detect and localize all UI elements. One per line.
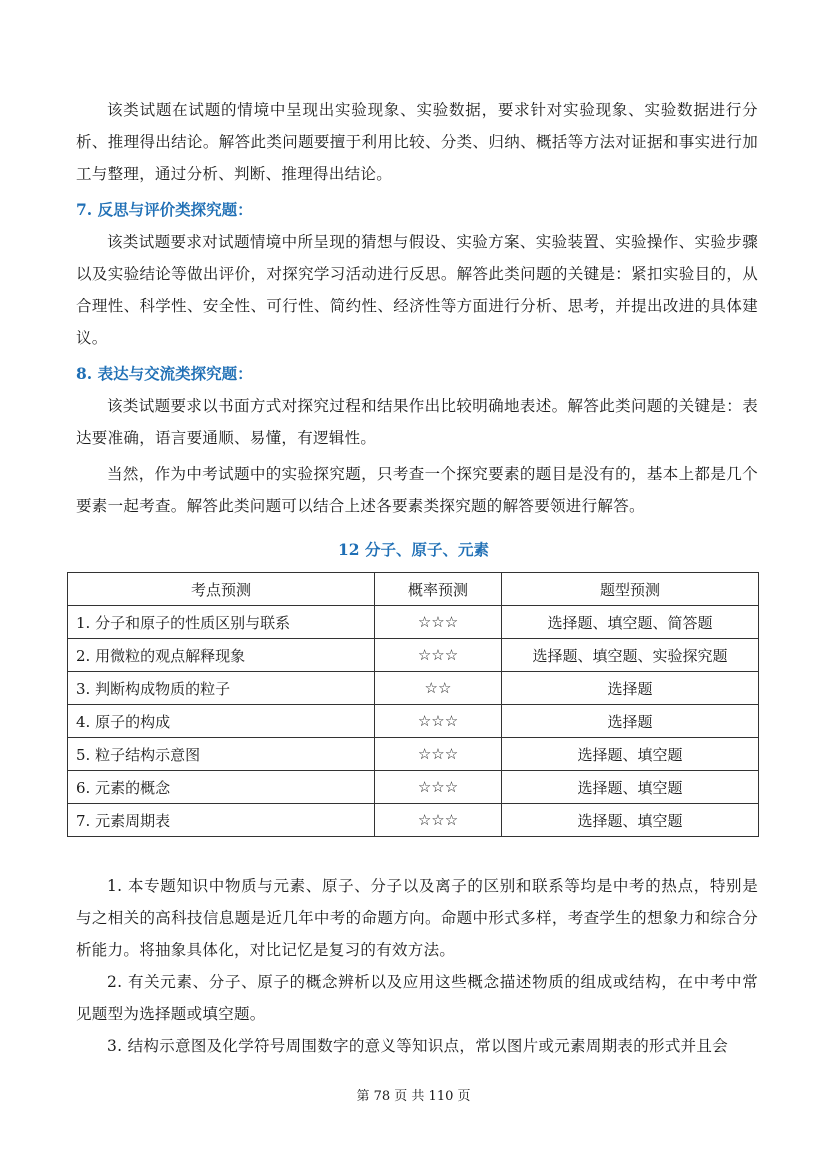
table-cell: ☆☆☆ [375,705,502,738]
table-header: 概率预测 [375,573,502,606]
note: 1. 本专题知识中物质与元素、原子、分子以及离子的区别和联系等均是中考的热点，特别是与之相关的高科技信息题是近几年中考的命题方向。命题中形式多样，考查学生的想象力和综合分析能力。将抽象具体化，对比记忆是复习的有效方法。 [76,877,758,959]
table-row [68,804,759,837]
table-cell: 6. 元素的概念 [68,771,375,804]
table-cell: 选择题、填空题 [502,771,759,804]
table-cell: ☆☆☆ [375,804,502,837]
paragraph: 该类试题在试题的情境中呈现出实验现象、实验数据，要求针对实验现象、实验数据进行分析、推理得出结论。解答此类问题要擅于利用比较、分类、归纳、概括等方法对证据和事实进行加工与整理，通过分析、判断、推理得出结论。 [76,101,758,183]
paragraph: 当然，作为中考试题中的实验探究题，只考查一个探究要素的题目是没有的，基本上都是几个要素一起考查。解答此类问题可以结合上述各要素类探究题的解答要领进行解答。 [76,465,758,515]
table-cell: 选择题 [502,705,759,738]
table-row [68,771,759,804]
paragraph: 该类试题要求以书面方式对探究过程和结果作出比较明确地表述。解答此类问题的关键是：表达要准确，语言要通顺、易懂，有逻辑性。 [76,397,758,447]
table-cell: ☆☆☆ [375,639,502,672]
table-cell: 2. 用微粒的观点解释现象 [68,639,375,672]
table-cell: 选择题、填空题 [502,738,759,771]
table-cell: 4. 原子的构成 [68,705,375,738]
table-row [68,705,759,738]
table-cell: 选择题 [502,672,759,705]
table-cell: 7. 元素周期表 [68,804,375,837]
table-row [68,738,759,771]
note: 2. 有关元素、分子、原子的概念辨析以及应用这些概念描述物质的组成或结构，在中考中常见题型为选择题或填空题。 [76,973,758,1023]
table-cell: 1. 分子和原子的性质区别与联系 [68,606,375,639]
table-cell: 5. 粒子结构示意图 [68,738,375,771]
table-header: 考点预测 [68,573,375,606]
table-cell: ☆☆ [375,672,502,705]
page-footer: 第 78 页 共 110 页 [356,1089,471,1104]
table-cell: 3. 判断构成物质的粒子 [68,672,375,705]
table-cell: 选择题、填空题 [502,804,759,837]
table-row [68,672,759,705]
table-row [68,639,759,672]
section-heading-7: 7. 反思与评价类探究题： [76,200,253,219]
table-cell: ☆☆☆ [375,738,502,771]
table-header: 题型预测 [502,573,759,606]
forecast-table [67,572,759,837]
table-title: 12 分子、原子、元素 [338,540,489,559]
table-cell: 选择题、填空题、简答题 [502,606,759,639]
paragraph: 该类试题要求对试题情境中所呈现的猜想与假设、实验方案、实验装置、实验操作、实验步骤以及实验结论等做出评价，对探究学习活动进行反思。解答此类问题的关键是：紧扣实验目的，从合理性、科学性、安全性、可行性、简约性、经济性等方面进行分析、思考，并提出改进的具体建议。 [76,233,758,347]
table-row [68,606,759,639]
table-cell: ☆☆☆ [375,606,502,639]
table-cell: ☆☆☆ [375,771,502,804]
table-cell: 选择题、填空题、实验探究题 [502,639,759,672]
note: 3. 结构示意图及化学符号周围数字的意义等知识点，常以图片或元素周期表的形式并且会 [107,1037,729,1055]
section-heading-8: 8. 表达与交流类探究题： [76,364,253,383]
